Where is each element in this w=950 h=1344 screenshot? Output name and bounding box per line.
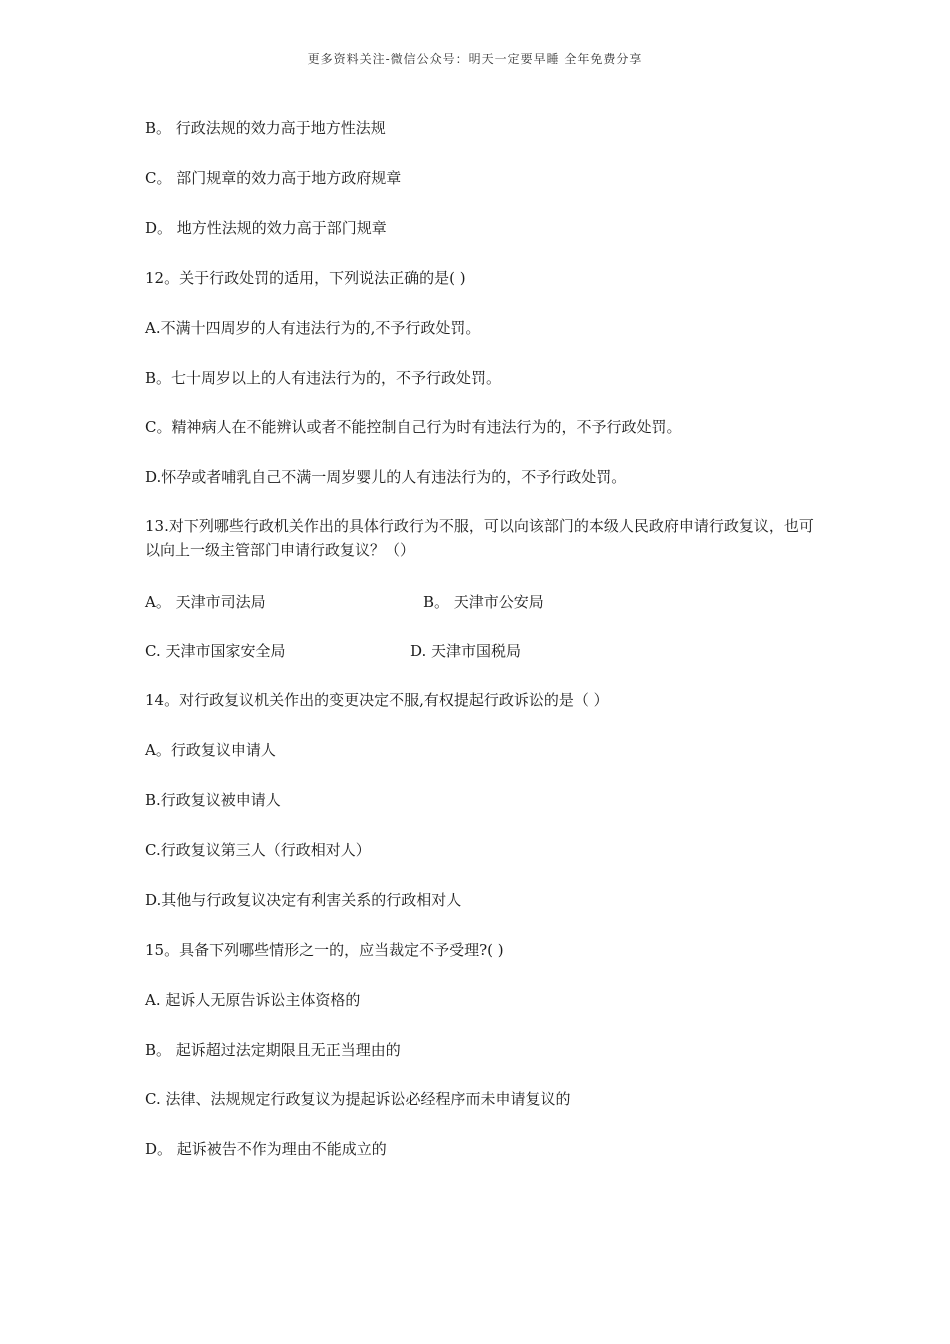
q12-option-b: B。七十周岁以上的人有违法行为的，不予行政处罚。 (145, 369, 502, 387)
q15-option-c: C. 法律、法规规定行政复议为提起诉讼必经程序而未申请复议的 (145, 1090, 571, 1108)
q14-option-b: B.行政复议被申请人 (145, 791, 281, 809)
q15-stem: 15。具备下列哪些情形之一的，应当裁定不予受理?( ) (145, 941, 504, 959)
q12-stem: 12。关于行政处罚的适用，下列说法正确的是( ) (145, 269, 466, 287)
q11-option-c: C。 部门规章的效力高于地方政府规章 (145, 169, 402, 187)
q13-option-d: D. 天津市国税局 (410, 642, 522, 660)
q12-option-d: D.怀孕或者哺乳自己不满一周岁婴儿的人有违法行为的，不予行政处罚。 (145, 468, 627, 486)
q11-option-d: D。 地方性法规的效力高于部门规章 (145, 219, 387, 237)
q14-option-d: D.其他与行政复议决定有利害关系的行政相对人 (145, 891, 462, 909)
q14-stem: 14。对行政复议机关作出的变更决定不服,有权提起行政诉讼的是（ ） (145, 691, 609, 709)
q13-option-a: A。 天津市司法局 (145, 593, 266, 611)
q15-option-b: B。 起诉超过法定期限且无正当理由的 (145, 1041, 401, 1059)
header-note: 更多资料关注-微信公众号：明天一定要早睡 全年免费分享 (307, 52, 643, 66)
q14-option-a: A。行政复议申请人 (145, 741, 276, 759)
q15-option-d: D。 起诉被告不作为理由不能成立的 (145, 1140, 387, 1158)
q12-option-c: C。精神病人在不能辨认或者不能控制自己行为时有违法行为的，不予行政处罚。 (145, 418, 682, 436)
q13-stem: 13.对下列哪些行政机关作出的具体行政行为不服，可以向该部门的本级人民政府申请行政复议，也可以向上一级主管部门申请行政复议？（） (145, 517, 814, 559)
q11-option-b: B。 行政法规的效力高于地方性法规 (145, 119, 386, 137)
q14-option-c: C.行政复议第三人（行政相对人） (145, 841, 371, 859)
q13-option-c: C. 天津市国家安全局 (145, 642, 286, 660)
q13-option-b: B。 天津市公安局 (423, 593, 544, 611)
q12-option-a: A.不满十四周岁的人有违法行为的,不予行政处罚。 (145, 319, 481, 337)
q15-option-a: A. 起诉人无原告诉讼主体资格的 (145, 991, 361, 1009)
